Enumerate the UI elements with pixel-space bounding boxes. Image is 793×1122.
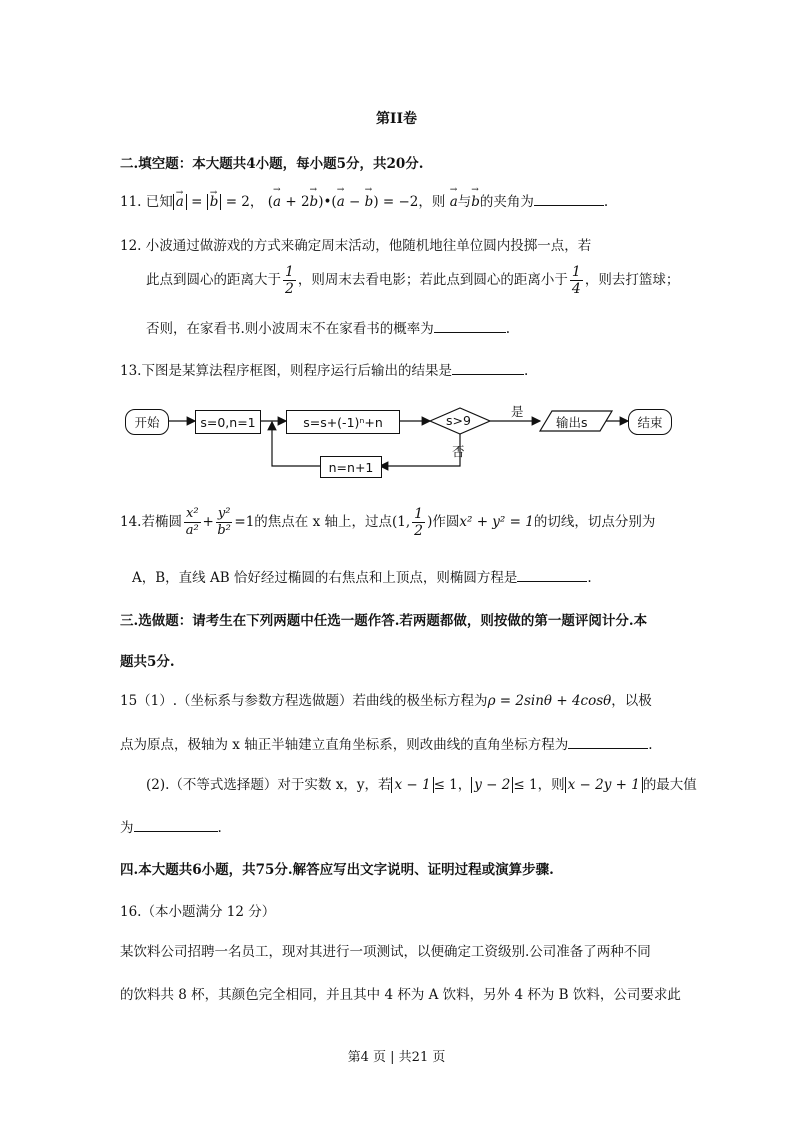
section-2-heading: 二.填空题：本大题共4小题，每小题5分，共20分. bbox=[120, 156, 424, 172]
q14-point-pre: (1, bbox=[392, 514, 411, 530]
question-12-line-1: 12. 小波通过做游戏的方式来确定周末活动，他随机地往单位圆内投掷一点，若 bbox=[120, 238, 592, 254]
q12-line2a: 此点到圆心的距离大于 bbox=[146, 272, 281, 288]
fraction-y2-b2: $\frac{\text{y²}}{\text{b²}}$ bbox=[217, 506, 231, 538]
answer-blank-15-2[interactable] bbox=[134, 817, 218, 832]
fraction-half: $\frac{1}{2}$ bbox=[285, 264, 294, 297]
q11-eq1: = 2， bbox=[225, 194, 264, 210]
flow-init: s=0,n=1 bbox=[195, 410, 261, 434]
page-title: 第II卷 bbox=[375, 111, 418, 127]
q15-part2b: 的最大值 bbox=[642, 777, 697, 793]
fraction-x2-a2: $\frac{\text{x²}}{\text{a²}}$ bbox=[185, 506, 199, 538]
q15-end2: . bbox=[217, 820, 222, 836]
q15-part2c: 为 bbox=[120, 820, 134, 836]
q11-dot-product: (→ a + 2→ b)•(→ a − → b) bbox=[268, 194, 379, 210]
question-15-line-1 bbox=[120, 689, 652, 709]
q11-yu: 与 bbox=[457, 194, 472, 210]
question-16-line-1: 某饮料公司招聘一名员工，现对其进行一项测试，以便确定工资级别.公司准备了两种不同 bbox=[120, 944, 651, 960]
q15-line2: 点为原点，极轴为 x 轴正半轴建立直角坐标系，则改曲线的直角坐标方程为 bbox=[120, 737, 569, 753]
q11-end: . bbox=[603, 194, 609, 210]
abs-y-minus-2: y − 2 bbox=[471, 777, 513, 793]
flow-yes-label: 是 bbox=[511, 404, 524, 419]
abs-x-minus-1: x − 1 bbox=[391, 777, 433, 793]
page-footer: 第4 页 | 共21 页 bbox=[347, 1050, 446, 1065]
flow-output-label: 输出s bbox=[556, 415, 588, 430]
section-4-heading: 四.本大题共6小题，共75分.解答应写出文字说明、证明过程或演算步骤. bbox=[120, 862, 554, 878]
question-11: 11. 已知→ a = → b = 2， (→ a + 2→ b)•(→ a − → b) = −2，则 → a与→ b的夹角为 . bbox=[120, 190, 608, 210]
section-3-heading-line-1: 三.选做题：请考生在下列两题中任选一题作答.若两题都做，则按做的第一题评阅计分.本 bbox=[120, 613, 648, 629]
fraction-quarter: $\frac{1}{4}$ bbox=[571, 264, 581, 297]
q14-circle: x² + y² = 1 bbox=[459, 514, 534, 530]
q14-line1a: 14.若椭圆 bbox=[120, 514, 182, 530]
q15-line1a: 15（1）.（坐标系与参数方程选做题）若曲线的极坐标方程为 bbox=[120, 693, 488, 709]
answer-blank-14[interactable] bbox=[517, 567, 587, 582]
flow-update: s=s+(-1)ⁿ+n bbox=[286, 410, 400, 434]
q14-line2: A，B，直线 AB 恰好经过椭圆的右焦点和上顶点，则椭圆方程是 bbox=[132, 570, 518, 586]
q11-post: 的夹角为 bbox=[479, 194, 534, 210]
q15-line1b: ，以极 bbox=[611, 693, 652, 709]
flow-increment: n=n+1 bbox=[320, 456, 382, 478]
question-14-line-2 bbox=[132, 566, 592, 586]
q14-end: . bbox=[587, 570, 592, 586]
flow-condition-label: s>9 bbox=[446, 413, 471, 428]
q14-line1b: 作圆 bbox=[432, 514, 460, 530]
q12-line2c: ，则去打篮球； bbox=[584, 272, 680, 288]
q11-eq2: = −2，则 bbox=[382, 194, 446, 210]
q12-line3: 否则，在家看书.则小波周末不在家看书的概率为 bbox=[146, 321, 434, 337]
q15-end: . bbox=[648, 737, 653, 753]
question-14-line-1: 14.若椭圆 $\frac{\text{x²}}{\text{a²}}$ + $\frac{\text{y²}}{\text{b²}}$ =1的焦点在 x 轴上，过点(1, $\frac{1}{2}$ )作圆x² + y² = 1的切线，切点分别为 bbox=[120, 506, 656, 539]
question-15-line-2 bbox=[120, 733, 653, 753]
q12-end: . bbox=[505, 321, 511, 337]
q13-text: 13.下图是某算法程序框图，则程序运行后输出的结果是 bbox=[120, 363, 452, 379]
q14-line1c: 的切线，切点分别为 bbox=[533, 514, 656, 530]
question-15-part-2 bbox=[146, 773, 697, 793]
q13-end: . bbox=[523, 363, 529, 379]
question-15-part-2-line-2 bbox=[120, 816, 222, 836]
flow-end: 结束 bbox=[628, 409, 672, 435]
fraction-point-half: $\frac{1}{2}$ bbox=[414, 506, 424, 539]
q15-formula: ρ = 2sinθ + 4cosθ bbox=[487, 693, 612, 709]
question-16-head: 16.（本小题满分 12 分） bbox=[120, 904, 276, 920]
abs-x-2y-1: x − 2y + 1 bbox=[565, 777, 643, 793]
q11-number: 11. bbox=[120, 194, 142, 210]
q14-point-post: ) bbox=[427, 514, 433, 530]
question-16-line-2: 的饮料共 8 杯，其颜色完全相同，并且其中 4 杯为 A 饮料，另外 4 杯为 B 饮料，公司要求此 bbox=[120, 987, 681, 1003]
q15-le2: ≤ 1，则 bbox=[513, 777, 565, 793]
q15-part2a: (2).（不等式选择题）对于实数 x，y，若 bbox=[146, 777, 392, 793]
q14-eq: =1的焦点在 x 轴上，过点 bbox=[234, 514, 393, 530]
abs-b: → b bbox=[207, 194, 222, 210]
flow-start: 开始 bbox=[125, 409, 169, 435]
q15-le1: ≤ 1， bbox=[433, 777, 472, 793]
section-3-heading-line-2: 题共5分. bbox=[120, 654, 175, 670]
q12-line2b: ，则周末去看电影；若此点到圆心的距离小于 bbox=[297, 272, 568, 288]
answer-blank-15-1[interactable] bbox=[568, 734, 648, 749]
q11-pre: 已知 bbox=[145, 194, 173, 210]
abs-a: → a bbox=[173, 194, 187, 210]
arrow-cond-incr bbox=[380, 434, 460, 466]
flow-no-label: 否 bbox=[452, 444, 465, 459]
